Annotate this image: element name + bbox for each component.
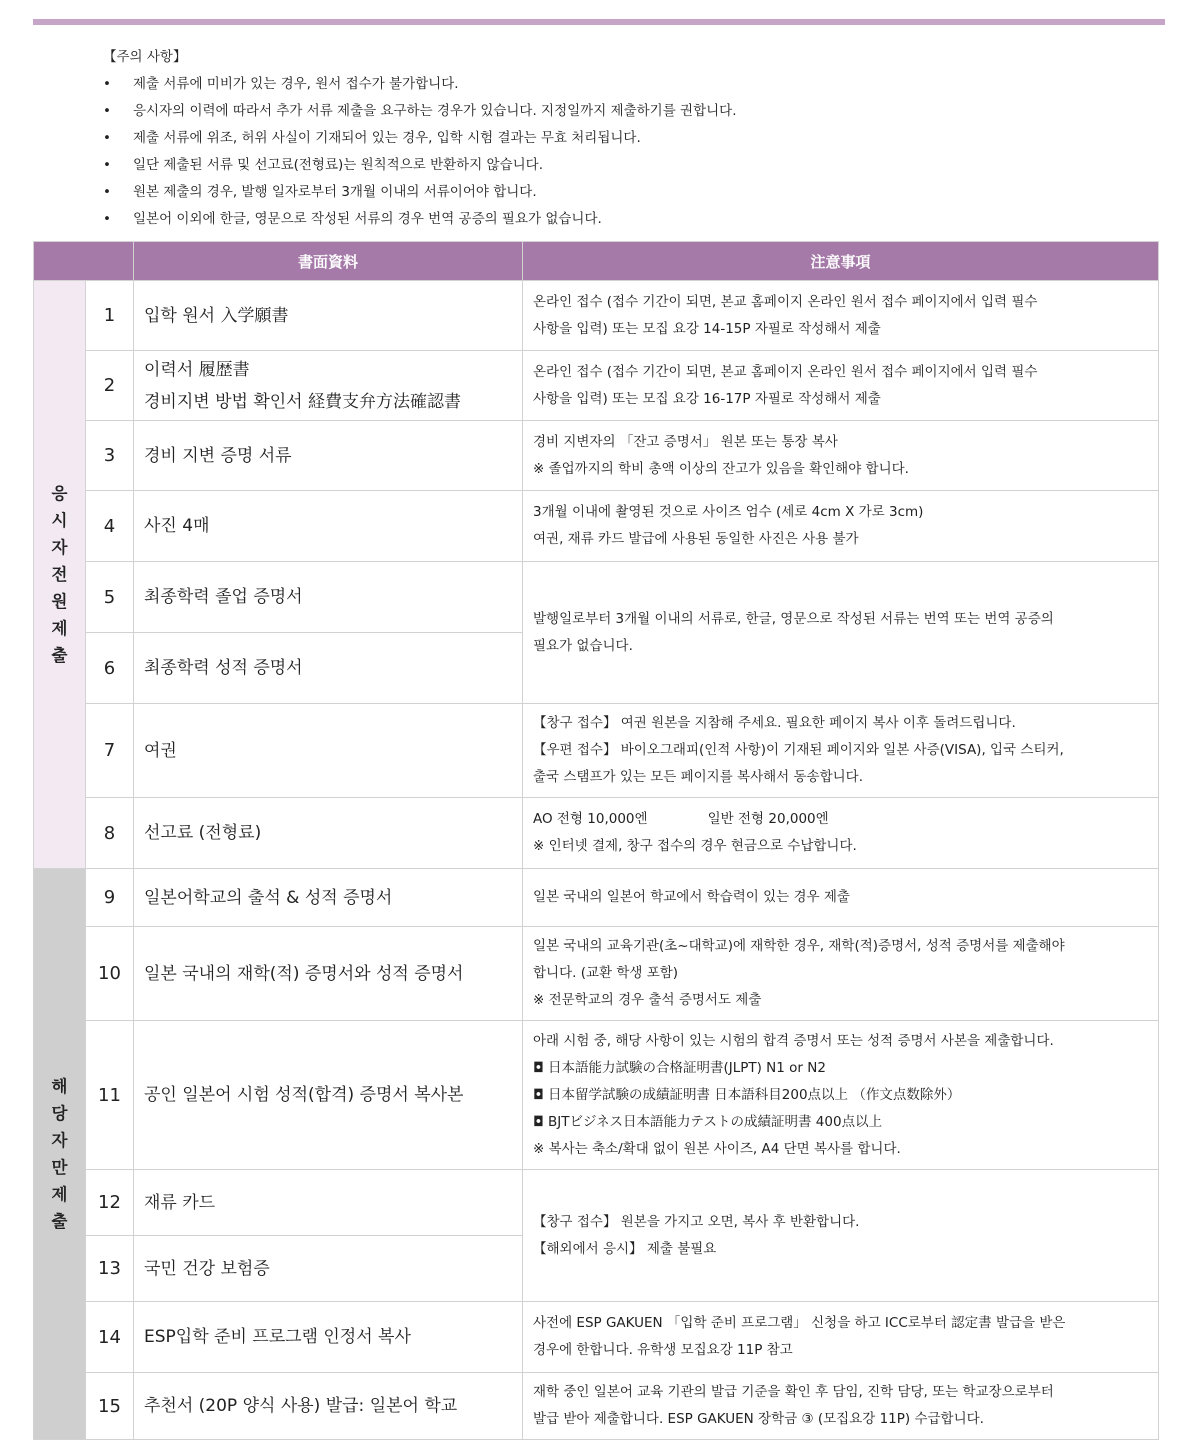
group-label-applicable-only: 해 당 자 만 제 출 <box>34 869 86 1440</box>
document-note: 3개월 이내에 촬영된 것으로 사이즈 엄수 (세로 4cm X 가로 3cm) 여권, 재류 카드 발급에 사용된 동일한 사진은 사용 불가 <box>523 491 1159 562</box>
document-note: 일본 국내의 일본어 학교에서 학습력이 있는 경우 제출 <box>523 869 1159 927</box>
header-documents: 書面資料 <box>134 242 523 281</box>
notice-item: • 제출 서류에 미비가 있는 경우, 원서 접수가 불가합니다. <box>103 71 1163 98</box>
documents-table <box>33 241 1159 1440</box>
table-row <box>34 869 1159 927</box>
document-name: 재류 카드 <box>134 1170 523 1236</box>
row-number: 1 <box>86 281 134 351</box>
document-name: 일본어학교의 출석 & 성적 증명서 <box>134 869 523 927</box>
table-row <box>34 1302 1159 1373</box>
document-name: 일본 국내의 재학(적) 증명서와 성적 증명서 <box>134 927 523 1021</box>
row-number: 14 <box>86 1302 134 1373</box>
row-number: 7 <box>86 704 134 798</box>
document-note: 경비 지변자의 「잔고 증명서」 원본 또는 통장 복사 ※ 졸업까지의 학비 총액 이상의 잔고가 있음을 확인해야 합니다. <box>523 421 1159 491</box>
document-note: 온라인 접수 (접수 기간이 되면, 본교 홈페이지 온라인 원서 접수 페이지에서 입력 필수 사항을 입력) 또는 모집 요강 14-15P 자필로 작성해서 제출 <box>523 281 1159 351</box>
row-number: 5 <box>86 562 134 633</box>
row-number: 4 <box>86 491 134 562</box>
document-note: 발행일로부터 3개월 이내의 서류로, 한글, 영문으로 작성된 서류는 번역 또는 번역 공증의 필요가 없습니다. <box>523 562 1159 704</box>
table-row <box>34 1373 1159 1440</box>
document-name: 선고료 (전형료) <box>134 798 523 869</box>
table-row <box>34 491 1159 562</box>
row-number: 10 <box>86 927 134 1021</box>
header-notes: 注意事項 <box>523 242 1159 281</box>
table-row <box>34 798 1159 869</box>
table-row <box>34 704 1159 798</box>
document-name: 경비 지변 증명 서류 <box>134 421 523 491</box>
notice-section <box>103 44 1163 233</box>
bullet-icon: • <box>103 76 111 92</box>
header-blank <box>34 242 134 281</box>
table-header-row <box>34 242 1159 281</box>
table-row <box>34 351 1159 421</box>
row-number: 6 <box>86 633 134 704</box>
table-row <box>34 927 1159 1021</box>
document-note: 【창구 접수】 원본을 가지고 오면, 복사 후 반환합니다. 【해외에서 응시】 제출 불필요 <box>523 1170 1159 1302</box>
document-name: ESP입학 준비 프로그램 인정서 복사 <box>134 1302 523 1373</box>
row-number: 2 <box>86 351 134 421</box>
document-name: 여권 <box>134 704 523 798</box>
table-row <box>34 1021 1159 1170</box>
row-number: 13 <box>86 1236 134 1302</box>
document-name: 최종학력 졸업 증명서 <box>134 562 523 633</box>
document-note: 재학 중인 일본어 교육 기관의 발급 기준을 확인 후 담임, 진학 담당, 또는 학교장으로부터 발급 받아 제출합니다. ESP GAKUEN 장학금 ③ (모집요강 11P) 수급합니다. <box>523 1373 1159 1440</box>
table-row <box>34 281 1159 351</box>
document-note: AO 전형 10,000엔 일반 전형 20,000엔 ※ 인터넷 결제, 창구 접수의 경우 현금으로 수납합니다. <box>523 798 1159 869</box>
bullet-icon: • <box>103 211 111 227</box>
notice-item: • 제출 서류에 위조, 허위 사실이 기재되어 있는 경우, 입학 시험 결과는 무효 처리됩니다. <box>103 125 1163 152</box>
document-name: 이력서 履歴書 경비지변 방법 확인서 経費支弁方法確認書 <box>134 351 523 421</box>
table-row <box>34 1170 1159 1236</box>
notice-item: • 일본어 이외에 한글, 영문으로 작성된 서류의 경우 번역 공증의 필요가 없습니다. <box>103 206 1163 233</box>
row-number: 3 <box>86 421 134 491</box>
document-note: 아래 시험 중, 해당 사항이 있는 시험의 합격 증명서 또는 성적 증명서 사본을 제출합니다. ◘ 日本語能力試験の合格証明書(JLPT) N1 or N2 ◘ 日本留学試験の成績証明書 日本語科目200点以上 （作文点数除外） ◘ BJTビジネス日本語能力テストの成績証明書 400点以上 ※ 복사는 축소/확대 없이 원본 사이즈, A4 단면 복사를 합니다. <box>523 1021 1159 1170</box>
row-number: 11 <box>86 1021 134 1170</box>
bullet-icon: • <box>103 103 111 119</box>
notice-item: • 일단 제출된 서류 및 선고료(전형료)는 원칙적으로 반환하지 않습니다. <box>103 152 1163 179</box>
document-name: 입학 원서 入学願書 <box>134 281 523 351</box>
document-note: 【창구 접수】 여권 원본을 지참해 주세요. 필요한 페이지 복사 이후 돌려드립니다. 【우편 접수】 바이오그래피(인적 사항)이 기재된 페이지와 일본 사증(VISA), 입국 스티커, 출국 스탬프가 있는 모든 페이지를 복사해서 동송합니다. <box>523 704 1159 798</box>
bullet-icon: • <box>103 184 111 200</box>
document-name: 사진 4매 <box>134 491 523 562</box>
table-row <box>34 562 1159 633</box>
bullet-icon: • <box>103 157 111 173</box>
row-number: 8 <box>86 798 134 869</box>
notice-item: • 원본 제출의 경우, 발행 일자로부터 3개월 이내의 서류이어야 합니다. <box>103 179 1163 206</box>
document-note: 사전에 ESP GAKUEN 「입학 준비 프로그램」 신청을 하고 ICC로부터 認定書 발급을 받은 경우에 한합니다. 유학생 모집요강 11P 참고 <box>523 1302 1159 1373</box>
row-number: 9 <box>86 869 134 927</box>
bullet-icon: • <box>103 130 111 146</box>
notice-item: • 응시자의 이력에 따라서 추가 서류 제출을 요구하는 경우가 있습니다. 지정일까지 제출하기를 권합니다. <box>103 98 1163 125</box>
row-number: 15 <box>86 1373 134 1440</box>
document-name: 최종학력 성적 증명서 <box>134 633 523 704</box>
notice-list <box>103 71 1163 233</box>
document-name: 국민 건강 보험증 <box>134 1236 523 1302</box>
row-number: 12 <box>86 1170 134 1236</box>
group-label-all-applicants: 응 시 자 전 원 제 출 <box>34 281 86 869</box>
document-name: 공인 일본어 시험 성적(합격) 증명서 복사본 <box>134 1021 523 1170</box>
table-row <box>34 421 1159 491</box>
document-note: 일본 국내의 교육기관(초~대학교)에 재학한 경우, 재학(적)증명서, 성적 증명서를 제출해야 합니다. (교환 학생 포함) ※ 전문학교의 경우 출석 증명서도 제출 <box>523 927 1159 1021</box>
document-name: 추천서 (20P 양식 사용) 발급: 일본어 학교 <box>134 1373 523 1440</box>
notice-heading: 【주의 사항】 <box>103 49 187 65</box>
document-note: 온라인 접수 (접수 기간이 되면, 본교 홈페이지 온라인 원서 접수 페이지에서 입력 필수 사항을 입력) 또는 모집 요강 16-17P 자필로 작성해서 제출 <box>523 351 1159 421</box>
top-divider-bar <box>33 19 1165 25</box>
